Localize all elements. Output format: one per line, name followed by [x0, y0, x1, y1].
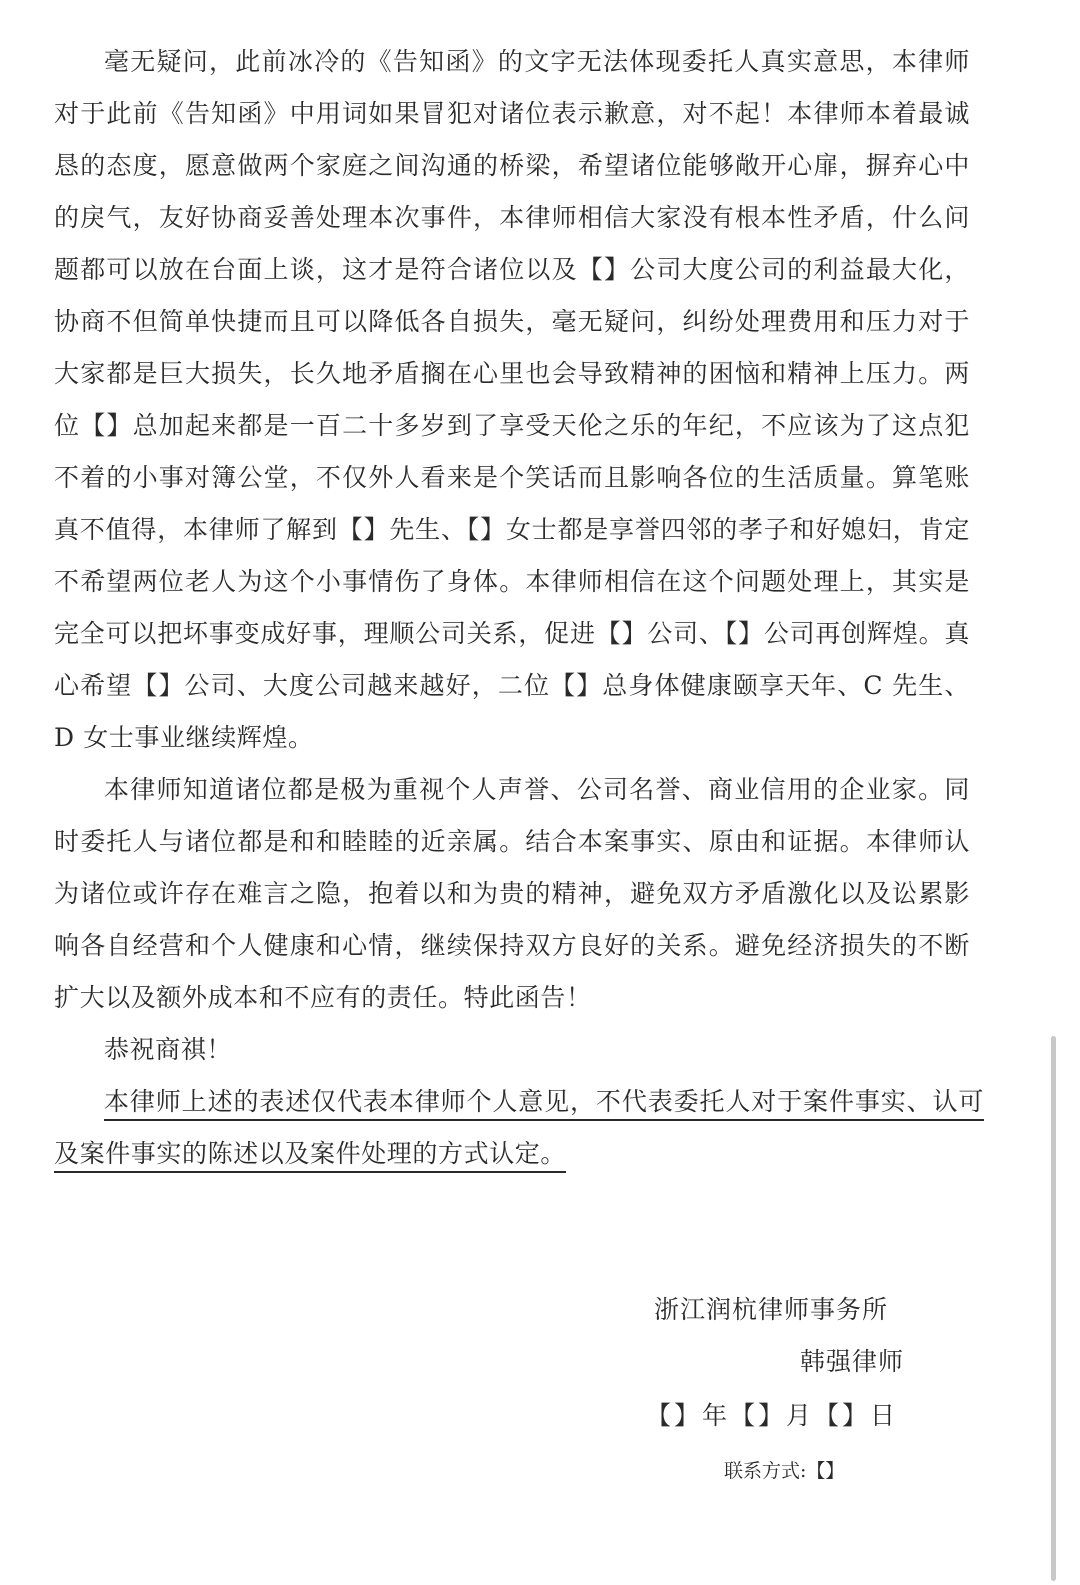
- disclaimer-paragraph: [54, 1076, 984, 1180]
- letter-body: [54, 36, 984, 1180]
- signature-lawyer: 韩强律师: [800, 1347, 905, 1376]
- signature-firm: 浙江润杭律师事务所: [654, 1295, 889, 1324]
- signature-contact: 联系方式:【】: [724, 1460, 845, 1482]
- paragraph-second: 本律师知道诸位都是极为重视个人声誉、公司名誉、商业信用的企业家。同时委托人与诸位都是和和睦睦的近亲属。结合本案事实、原由和证据。本律师认为诸位或许存在难言之隐，抱着以和为贵的精神，避免双方矛盾激化以及讼累影响各自经营和个人健康和心情，继续保持双方良好的关系。避免经济损失的不断扩大以及额外成本和不应有的责任。特此函告！: [54, 775, 970, 1012]
- disclaimer-text: 本律师上述的表述仅代表本律师个人意见，不代表委托人对于案件事实、认可及案件事实的陈述以及案件处理的方式认定。: [54, 1087, 984, 1168]
- closing-greeting: 恭祝商祺！: [104, 1035, 233, 1064]
- paragraph-main: 毫无疑问，此前冰冷的《告知函》的文字无法体现委托人真实意思，本律师对于此前《告知函》中用词如果冒犯对诸位表示歉意，对不起！本律师本着最诚恳的态度，愿意做两个家庭之间沟通的桥梁，希望诸位能够敞开心扉，摒弃心中的戾气，友好协商妥善处理本次事件，本律师相信大家没有根本性矛盾，什么问题都可以放在台面上谈，这才是符合诸位以及【】公司大度公司的利益最大化，协商不但简单快捷而且可以降低各自损失，毫无疑问，纠纷处理费用和压力对于大家都是巨大损失，长久地矛盾搁在心里也会导致精神的困恼和精神上压力。两位【】总加起来都是一百二十多岁到了享受天伦之乐的年纪，不应该为了这点犯不着的小事对簿公堂，不仅外人看来是个笑话而且影响各位的生活质量。算笔账真不值得，本律师了解到【】先生、【】女士都是享誉四邻的孝子和好媳妇，肯定不希望两位老人为这个小事情伤了身体。本律师相信在这个问题处理上，其实是完全可以把坏事变成好事，理顺公司关系，促进【】公司、【】公司再创辉煌。真心希望【】公司、大度公司越来越好，二位【】总身体健康颐享天年、C 先生、D 女士事业继续辉煌。: [54, 47, 970, 752]
- signature-date: 【】年【】月【】日: [646, 1401, 899, 1430]
- vertical-scrollbar[interactable]: [1051, 1036, 1056, 1581]
